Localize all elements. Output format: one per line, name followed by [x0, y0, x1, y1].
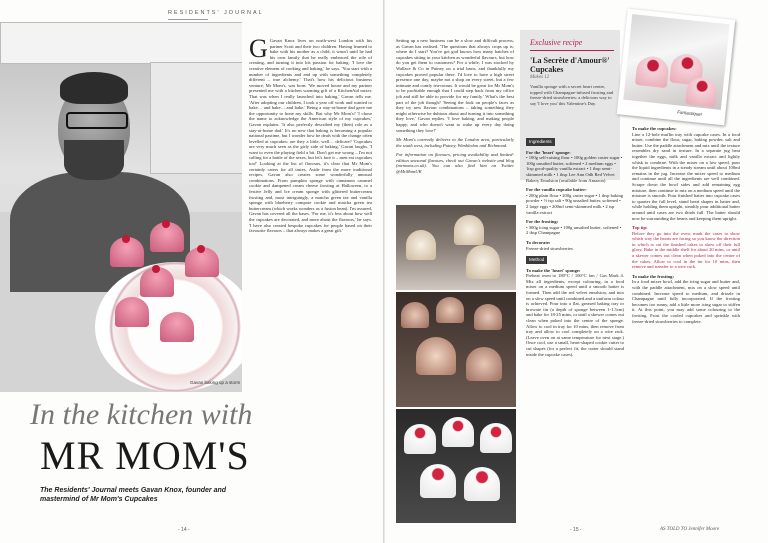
recipe-description: Vanilla sponge with a secret heart centre, topped with Champagne-infused frosting and freeze-dried strawberries: a delicious way to say 'I love you' this Valentine's Day.	[530, 84, 614, 106]
cupcakes-photo-1	[396, 205, 516, 290]
cupcake	[685, 76, 718, 107]
top-tip-title: Top tip:	[632, 225, 648, 231]
top-tip-text: Before they go into the oven, mark the cases to show which way the hearts are facing so you know the direction in which to cut the finished cakes to show off their full glory. Bake in the middle shelf for about 20 mins, or until a skewer comes out clean when poked into the centre of the cakes. Allow to cool in the tin for 10 mins, then remove and transfer to a wire rack.	[632, 230, 740, 270]
chef-hair-top	[60, 74, 128, 104]
photo-caption: Gavan baking up a storm	[190, 380, 241, 385]
recipe-label: Exclusive recipe	[530, 38, 583, 47]
running-head: RESIDENTS' JOURNAL	[168, 10, 264, 16]
cupcake-method-text: Line a 12-hole muffin tray with cupcake cases. In a food mixer, combine the flour, sugar, baking powder, salt and butter. Use the paddle attachment and mix until the texture resembles dry sand in texture. In a separate jug beat together the eggs, milk and vanilla extract and lightly whisk to combine. With the mixer on a low speed, pour the liquid ingredients in a steady stream until about 100ml remains in the jug. Increase the mixer speed to medium and continue until all the ingredients are well combined. Scrape down the bowl sides and add remaining egg mixture, then continue to mix on a medium speed until the mixture is smooth. Pour finished batter into cupcake cases to quarter the full level, stand heart shapes in batter and, while holding them upright, steadily pour additional batter around until cases are two thirds full. The batter should now be surrounding the hearts and keeping them upright.	[632, 131, 740, 221]
kitchen-cabinet-side	[150, 62, 242, 174]
cupcake-method-title: To make the cupcakes:	[632, 126, 677, 131]
delivery-note: Mr Mom's currently delivers to the London area, particularly the south west, including Putney, Wimbledon and Richmond.	[396, 137, 514, 148]
cupcake	[160, 312, 194, 342]
heart-sponge-title: For the 'heart' sponge:	[526, 149, 571, 155]
chef-beard	[64, 140, 124, 180]
cupcake	[464, 467, 500, 501]
cupcake	[436, 297, 464, 323]
cupcakes-photo-2	[396, 292, 516, 407]
cupcake	[635, 55, 670, 88]
drop-cap: G	[249, 38, 268, 63]
polaroid-photo	[617, 9, 735, 126]
page-number-left: - 14 -	[178, 527, 190, 533]
contact-note: For information on flavours, pricing availability and limited-edition seasonal flavours, check out Gavan's website and blog (mrmoms.co.uk). You can also find him on Twitter @MrMomUK	[396, 152, 514, 175]
vanilla-batter-title: For the vanilla cupcake batter:	[526, 187, 587, 193]
article-text-2: Setting up a new business can be a slow and difficult process, as Gavan has realised. 'The questions that always crops up is: where do I start? You've got god knows how many batches of cupcakes sitting in your kitchen as wonderful flavours, but how do you get them to customers? For a while, I was stocked by Wallace & Co in Putney on a trial basis, and thankfully my cupcakes proved popular there. I'd love to have a high street presence one day, maybe not a shop on every street, but a few intimate and comfy tea-rooms. It would be great for Mr Mom's to be profitable enough that I could step back from my office job and still be able to provide for my family.' What's the best part of the job though? 'Seeing the look on people's faces as they try new flavour combinations – taking something they might otherwise be dubious about and turning it into something they love,' Gavan replies. 'I love baking, and making people happy, and who doesn't want to wake up every day doing something they love?'	[396, 38, 514, 133]
method-heart-text: Preheat oven to 180°C / 160°C fan / Gas Mark 4. Mix all ingredients, except colouring, in a food mixer on a medium speed until a smooth batter is formed. Then add the red velvet emulsion, and mix on a slow speed until combined and a uniform colour is achieved. Pour into a flat, greased baking tray or brownie tin (a depth of sponge between 1-1.5cm) and bake for 18-25 mins, or until a skewer comes out clean when poked into the centre of the sponge. Allow to cool in tray for 10 mins, then remove from tray and allow to cool completely on a wire rack. (Leave oven on at same temperature for next stage.) Once cool, use a small, heart-shaped cookie cutter to cut shapes (for a perfect fit, the cutter should stand inside the cupcake cases).	[526, 273, 624, 357]
decorate-ingredients: Freeze-dried strawberries	[526, 245, 573, 251]
cherry	[122, 235, 130, 243]
recipe-label-rule	[530, 50, 614, 51]
frosting-ingredients: • 300g icing sugar • 100g unsalted butter, softened • 2 tbsp Champagne	[526, 224, 622, 236]
method-heart-title: To make the 'heart' sponge:	[526, 267, 581, 273]
cupcake	[416, 337, 456, 375]
cupcake	[404, 424, 436, 454]
cupcake	[454, 215, 484, 245]
cupcake	[442, 417, 474, 447]
chef-photo	[0, 22, 242, 392]
heart-sponge-ingredients: • 100g self-raising flour • 100g golden caster sugar • 100g unsalted butter, softened • 2 medium eggs • 1tsp good-quality vanilla extract • 1 tbsp semi-skimmed milk • 1 tbsp Lee Ann Odh Red Velvet Bakery Emulsion (available from Amazon)	[526, 155, 623, 183]
cupcake	[401, 302, 429, 328]
polaroid-image	[623, 14, 729, 110]
method-heading: Method	[526, 256, 547, 264]
headline-title: MR MOM'S	[40, 433, 250, 478]
polaroid-caption: Fantastique!	[677, 109, 703, 117]
ingredients-heading: Ingredients	[526, 138, 555, 146]
vanilla-batter-ingredients: • 200g plain flour • 200g caster sugar • 1 tbsp baking powder • ½ tsp salt • 90g unsalted butter, softened • 2 large eggs • 200ml semi-skimmed milk • 2 tsp vanilla extract	[526, 192, 624, 215]
recipe-name: 'La Secrète d'Amour®' Cupcakes	[530, 56, 610, 74]
running-head-rule	[168, 19, 208, 20]
frosting-method-title: To make the frosting:	[632, 273, 674, 279]
decorate-title: To decorate:	[526, 239, 551, 245]
page-number-right: - 15 -	[570, 527, 582, 533]
article-text-1: Gavan Knox lives on north-west London with his partner Scott and their two children. Having learned to bake with his mother as a child, it wasn't until he had his own family that he really embraced the role of creating, and turning it into his passion for baking. 'I love the creative element of cooking and baking,' he says. 'You start with a number of ingredients and end up with something completely different – true alchemy.' That's how his delicious business venture, Mr Mom's, was born. 'We moved house and my partner presented me with a kitchen warming gift of a KitchenAid mixer. That was when I really launched into baking,' Gavan tells me. 'After adopting our children, I took a year off work and wanted to bake… and bake… and bake.' Being a stay-at-home dad gave me the opportunity to hone my skills. But why Mr Mom's? 'I chose the name to acknowledge the American style of my cupcakes,' Gavan explains. 'It also perfectly described my (then) role as a stay-at-home dad.' It's no new that baking is becoming a popular national pastime, but I wonder how he deals with the change often levelled at cupcakes: are they a little, well… delicate? 'Cupcakes are very much seen as the girly side of baking,' Gavan laughs. 'I want to even the playing field a bit. Don't get me wrong – I'm not calling for a battle of the sexes, but let's face it – men eat cupcakes too!' Looking at the list of flavours, it's clear that Mr Mom's certainly caters for all tastes. Aside from the more traditional recipes, Gavan also creates some wonderfully unusual combinations. From pumpkin sponge with cinnamon caramel cookie and dampened cream cheese frosting at Halloween, to a festive Jelly and Ice cream sponge with glittered buttercream frosting and, most intriguingly, a matcha green tea and vanilla sponge with blueberry compote cookie and matcha green tea buttercream (which works wonders as a fusion bean). I'm assured, Gavan has covered all the bases. 'For me, it's less about how well the cupcakes are decorated, and more about the flavours,' he says. 'I have also created bespoke cupcakes for people based on their favourite flavours – that always makes a great gift.'	[249, 38, 372, 234]
cupcake	[480, 423, 512, 453]
cupcake	[474, 304, 502, 330]
cherry	[152, 265, 160, 273]
author-credit: AS TOLD TO Jennifer Moore	[660, 527, 720, 532]
recipe-column-2	[632, 126, 740, 523]
cupcake	[420, 464, 456, 498]
cupcake	[115, 297, 149, 327]
recipe-column-1	[526, 130, 624, 525]
recipe-yield: Makes 12	[530, 75, 550, 80]
chef-glasses	[66, 112, 128, 129]
cherry	[197, 245, 205, 253]
cupcakes-photo-3	[396, 409, 516, 523]
kitchen-cabinet	[0, 22, 242, 64]
cupcake	[406, 230, 436, 260]
cherry	[162, 220, 170, 228]
headline-intro: In the kitchen with	[30, 398, 253, 431]
frosting-method-text: In a food mixer bowl, add the icing sugar and butter and, with the paddle attachment, mix on a slow speed until combined. Increase speed to medium, and drizzle in Champagne until fully incorporated. If the frosting becomes too runny, add a little more icing sugar to stiffen it. At this point, you may add some colouring to the frosting. Frost the cooled cupcakes and sprinkle with freeze-dried strawberries to complete.	[632, 279, 740, 324]
cupcake	[466, 347, 502, 381]
frosting-title: For the frosting:	[526, 219, 559, 225]
article-column-1	[249, 38, 372, 523]
cupcake	[466, 245, 500, 279]
standfirst: The Residents' Journal meets Gavan Knox, founder and mastermind of Mr Mom's Cupcakes	[40, 487, 227, 503]
page-gutter	[383, 0, 385, 543]
